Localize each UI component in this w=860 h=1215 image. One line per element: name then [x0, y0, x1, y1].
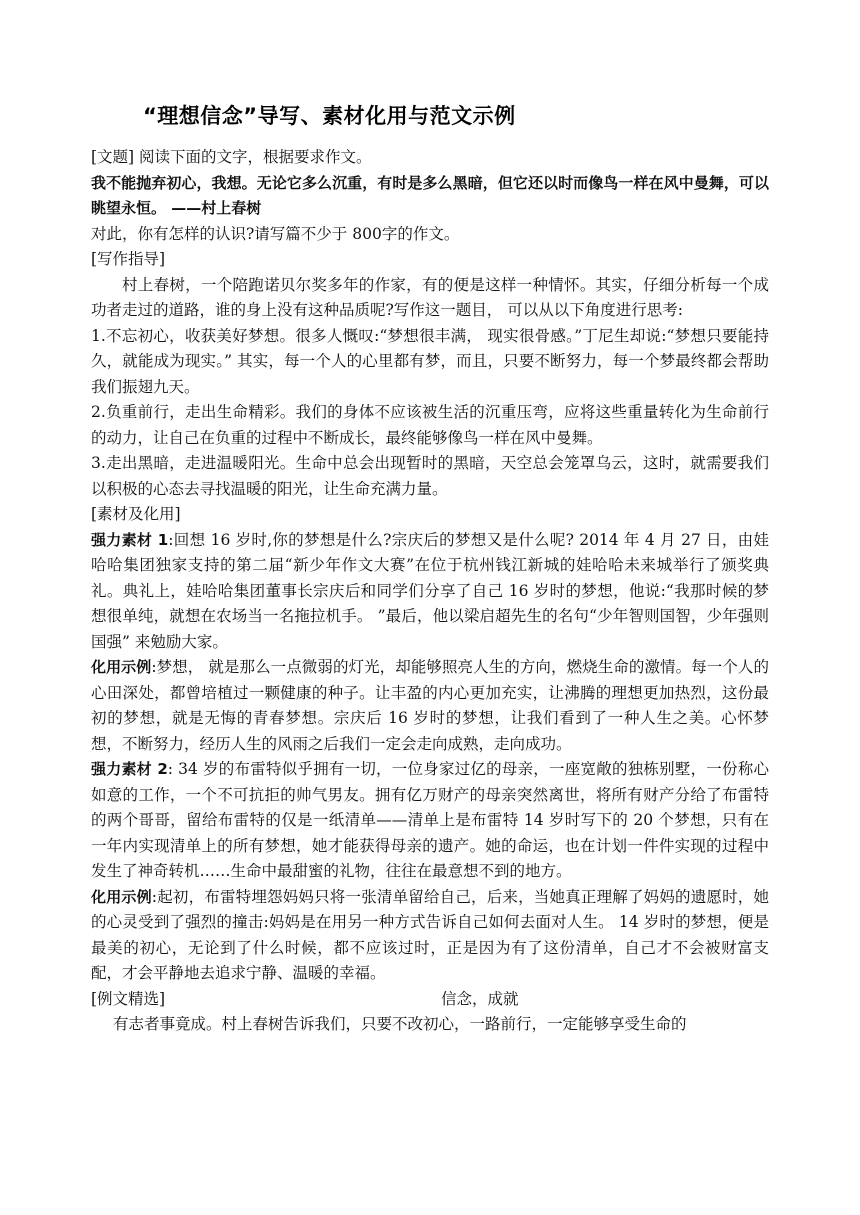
guide-point-2: 2.负重前行，走出生命精彩。我们的身体不应该被生活的沉重压弯，应将这些重量转化为生命前行的动力，让自己在负重的过程中不断成长，最终能够像鸟一样在风中曼舞。 — [91, 403, 769, 447]
example-2-text: :起初，布雷特埋怨妈妈只将一张清单留给自己，后来，当她真正理解了妈妈的遗愿时，她的心灵受到了强烈的撞击:妈妈是在用另一种方式告诉自己如何去面对人生。 14 岁时的梦想，便是最美的初心，无论到了什么时候，都不应该过时，正是因为有了这份清单，自己才不会被财富支配，才会平静地去追求宁静、温暖的幸福。 — [91, 887, 769, 982]
prompt-instruction: 阅读下面的文字，根据要求作文。 — [139, 148, 372, 166]
guide-point-3: 3.走出黑暗，走进温暖阳光。生命中总会出现暂时的黑暗，天空总会笼罩乌云，这时，就需要我们以积极的心态去寻找温暖的阳光，让生命充满力量。 — [91, 454, 769, 498]
material-2-text: : 34 岁的布雷特似乎拥有一切，一位身家过亿的母亲，一座宽敞的独栋别墅，一份称心如意的工作，一个不可抗拒的帅气男友。拥有亿万财产的母亲突然离世，将所有财产分给了布雷特的两个哥哥，留给布雷特的仅是一纸清单——清单上是布雷特 14 岁时写下的 20 个梦想，只有在一年内实现清单上的所有梦想，她才能获得母亲的遗产。她的命运，也在计划一件件实现的过程中发生了神奇转机……生命中最甜蜜的礼物，往往在最意想不到的地方。 — [91, 760, 769, 880]
prompt-label: [文题] — [91, 148, 135, 166]
document-body — [91, 145, 769, 1038]
material-2 — [91, 757, 769, 885]
prompt-requirement: 对此，你有怎样的认识?请写篇不少于 800字的作文。 — [91, 224, 460, 243]
essay-header: [例文精选] — [91, 989, 166, 1008]
example-1-label: 化用示例 — [91, 658, 152, 676]
prompt-line — [91, 145, 769, 171]
document-title: “理想信念”导写、素材化用与范文示例 — [143, 104, 516, 128]
example-2-label: 化用示例 — [91, 887, 152, 906]
example-1 — [91, 655, 769, 757]
material-1-label: 强力素材 1 — [91, 530, 169, 549]
materials-header: [素材及化用] — [91, 505, 181, 523]
essay-first-line: 有志者事竟成。村上春树告诉我们，只要不改初心，一路前行，一定能够享受生命的 — [113, 1015, 687, 1033]
prompt-quote: 我不能抛弃初心，我想。无论它多么沉重，有时是多么黑暗，但它还以时而像鸟一样在风中曼舞，可以眺望永恒。 ——村上春树 — [91, 173, 769, 217]
material-1 — [91, 528, 769, 656]
essay-header-row — [91, 987, 769, 1013]
guide-intro: 村上春树，一个陪跑诺贝尔奖多年的作家，有的便是这样一种情怀。其实，仔细分析每一个成功者走过的道路，谁的身上没有这种品质呢?写作这一题目， 可以从以下角度进行思考: — [91, 275, 769, 319]
material-1-text: :回想 16 岁时,你的梦想是什么?宗庆后的梦想又是什么呢? 2014 年 4 月 27 日，由娃哈哈集团独家支持的第二届“新少年作文大赛”在位于杭州钱江新城的娃哈哈未来城举行了颁奖典礼。典礼上，娃哈哈集团董事长宗庆后和同学们分享了自己 16 岁时的梦想，他说:“我那时候的梦想很单纯，就想在农场当一名拖拉机手。 ”最后，他以梁启超先生的名句“少年智则国智，少年强则国强” 来勉励大家。 — [91, 530, 769, 651]
guide-header: [写作指导] — [91, 250, 166, 268]
essay-title: 信念，成就 — [441, 989, 519, 1008]
material-2-label: 强力素材 2 — [91, 760, 168, 778]
example-1-text: :梦想， 就是那么一点微弱的灯光，却能够照亮人生的方向，燃烧生命的激情。每一个人的心田深处，都曾培植过一颗健康的种子。让丰盈的内心更加充实，让沸腾的理想更加热烈，这份最初的梦想，就是无悔的青春梦想。宗庆后 16 岁时的梦想，让我们看到了一种人生之美。心怀梦想，不断努力，经历人生的风雨之后我们一定会走向成熟，走向成功。 — [91, 658, 769, 753]
guide-point-1: 1.不忘初心，收获美好梦想。很多人慨叹:“梦想很丰满， 现实很骨感。”丁尼生却说:“梦想只要能持久，就能成为现实。” 其实，每一个人的心里都有梦，而且，只要不断努力，每一个梦最终都会帮助我们振翅九天。 — [91, 326, 769, 396]
example-2 — [91, 885, 769, 987]
